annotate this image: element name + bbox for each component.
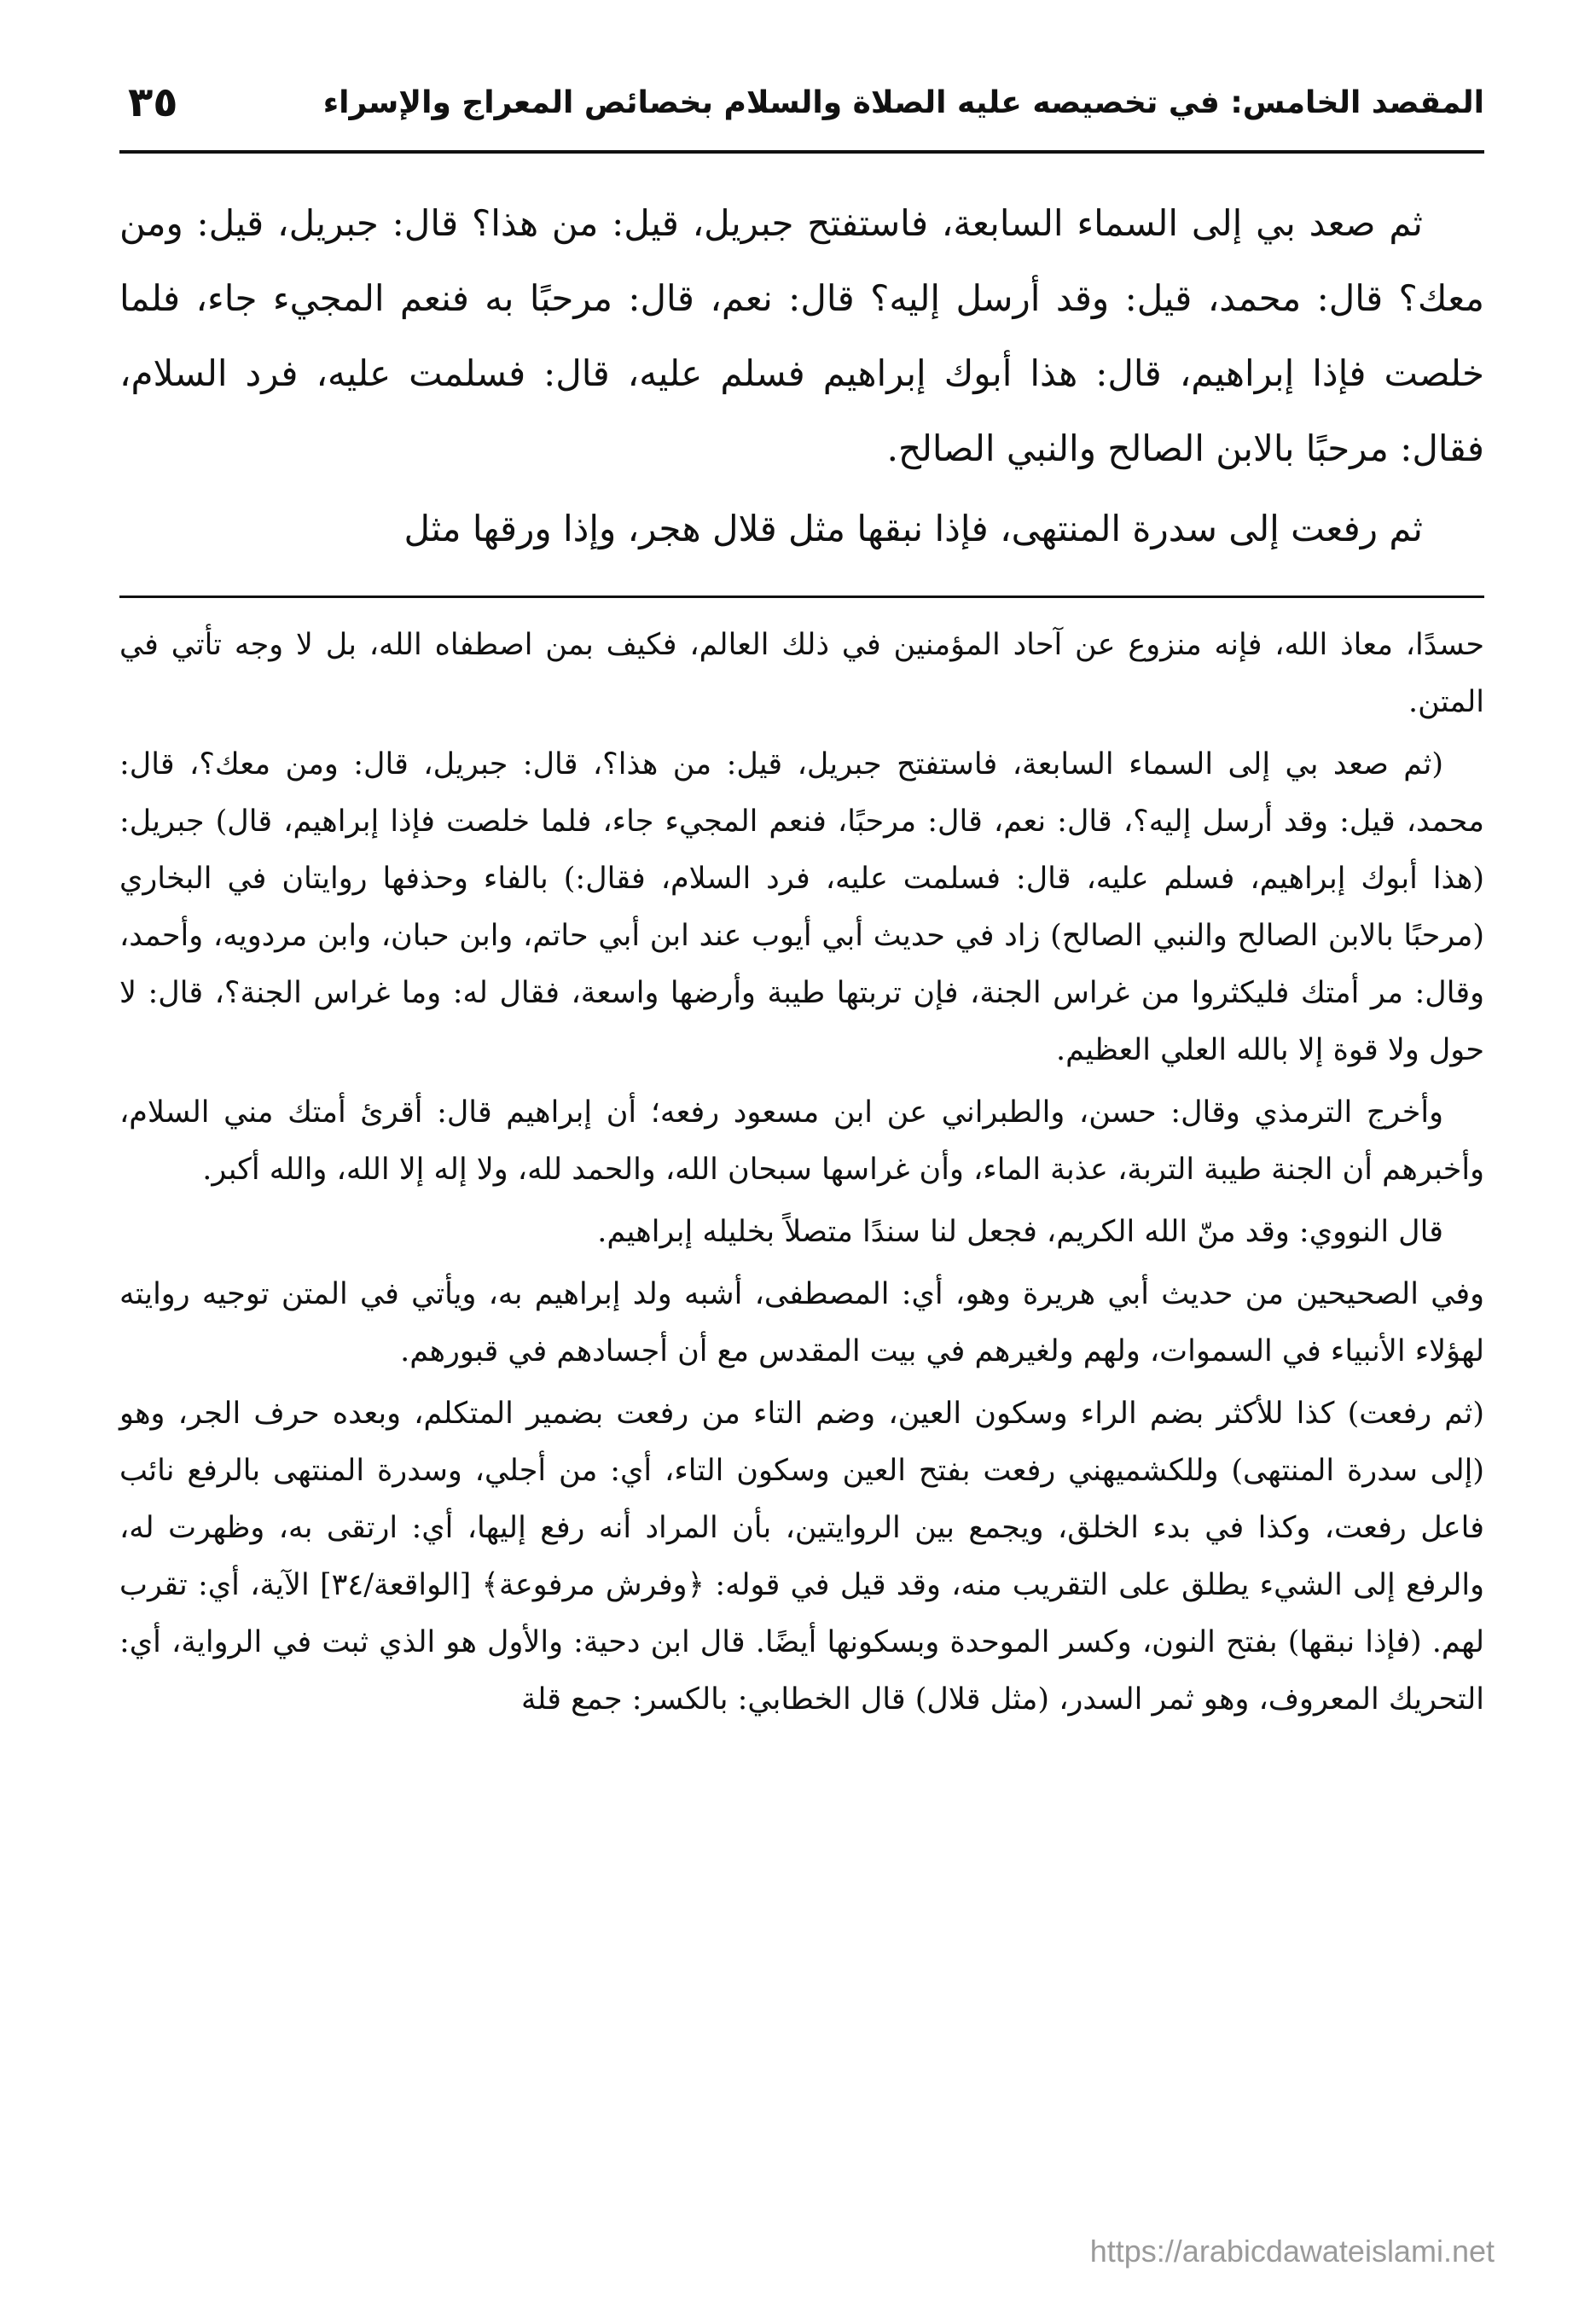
book-page [119, 77, 1484, 1734]
page-number: ٣٥ [128, 78, 178, 126]
commentary-paragraph: قال النووي: وقد منّ الله الكريم، فجعل لنا سندًا متصلاً بخليله إبراهيم. [597, 1215, 1443, 1249]
watermark-url: https://arabicdawateislami.net [1089, 2234, 1495, 2269]
commentary-paragraph: (ثم صعد بي إلى السماء السابعة، فاستفتح جبريل، قيل: من هذا؟، قال: جبريل، قال: ومن معك؟، قال: محمد، قيل: وقد أرسل إليه؟، قال: نعم، قال: مرحبًا، فنعم المجيء جاء، فلما خلصت فإذا إبراهيم، قال) جبريل: (هذا أبوك إبراهيم، فسلم عليه، قال: فسلمت عليه، فرد السلام، فقال:) بالفاء وحذفها روايتان في البخاري (مرحبًا بالابن الصالح والنبي الصالح) زاد في حديث أبي أيوب عند ابن أبي حاتم، وابن حبان، وابن مردويه، وأحمد، وقال: مر أمتك فليكثروا من غراس الجنة، فإن تربتها طيبة وأرضها واسعة، فقال له: وما غراس الجنة؟، قال: لا حول ولا قوة إلا بالله العلي العظيم. [119, 747, 1484, 1067]
main-text-paragraph: ثم رفعت إلى سدرة المنتهى، فإذا نبقها مثل قلال هجر، وإذا ورقها مثل [403, 508, 1423, 549]
commentary-paragraph: وفي الصحيحين من حديث أبي هريرة وهو، أي: المصطفى، أشبه ولد إبراهيم به، ويأتي في المتن توجيه روايته لهؤلاء الأنبياء في السموات، ولهم ولغيرهم في بيت المقدس مع أن أجسادهم في قبورهم. [119, 1277, 1484, 1368]
main-text-paragraph: ثم صعد بي إلى السماء السابعة، فاستفتح جبريل، قيل: من هذا؟ قال: جبريل، قيل: ومن معك؟ قال: محمد، قيل: وقد أرسل إليه؟ قال: نعم، قال: مرحبًا به فنعم المجيء جاء، فلما خلصت فإذا إبراهيم، قال: هذا أبوك إبراهيم فسلم عليه، قال: فسلمت عليه، فرد السلام، فقال: مرحبًا بالابن الصالح والنبي الصالح. [119, 202, 1484, 469]
commentary-text [119, 617, 1484, 1728]
commentary-paragraph: حسدًا، معاذ الله، فإنه منزوع عن آحاد المؤمنين في ذلك العالم، فكيف بمن اصطفاه الله، بل لا وجه تأتي في المتن. [119, 628, 1485, 719]
header-rule [119, 150, 1484, 154]
commentary-separator [119, 596, 1484, 598]
commentary-paragraph: وأخرج الترمذي وقال: حسن، والطبراني عن ابن مسعود رفعه؛ أن إبراهيم قال: أقرئ أمتك مني السلام، وأخبرهم أن الجنة طيبة التربة، عذبة الماء، وأن غراسها سبحان الله، والحمد لله، ولا إله إلا الله، والله أكبر. [119, 1095, 1484, 1187]
main-text [119, 186, 1484, 566]
commentary-paragraph: (ثم رفعت) كذا للأكثر بضم الراء وسكون العين، وضم التاء من رفعت بضمير المتكلم، وبعده حرف الجر، وهو (إلى سدرة المنتهى) وللكشميهني رفعت بفتح العين وسكون التاء، أي: من أجلي، وسدرة المنتهى بالرفع نائب فاعل رفعت، وكذا في بدء الخلق، ويجمع بين الروايتين، بأن المراد أنه رفع إليها، أي: ارتقى به، وظهرت له، والرفع إلى الشيء يطلق على التقريب منه، وقد قيل في قوله: ﴿وفرش مرفوعة﴾ [الواقعة/٣٤] الآية، أي: تقرب لهم. (فإذا نبقها) بفتح النون، وكسر الموحدة وبسكونها أيضًا. قال ابن دحية: والأول هو الذي ثبت في الرواية، أي: التحريك المعروف، وهو ثمر السدر، (مثل قلال) قال الخطابي: بالكسر: جمع قلة [119, 1397, 1484, 1717]
running-title: المقصد الخامس: في تخصيصه عليه الصلاة والسلام بخصائص المعراج والإسراء [322, 85, 1484, 120]
page-header [119, 77, 1484, 150]
